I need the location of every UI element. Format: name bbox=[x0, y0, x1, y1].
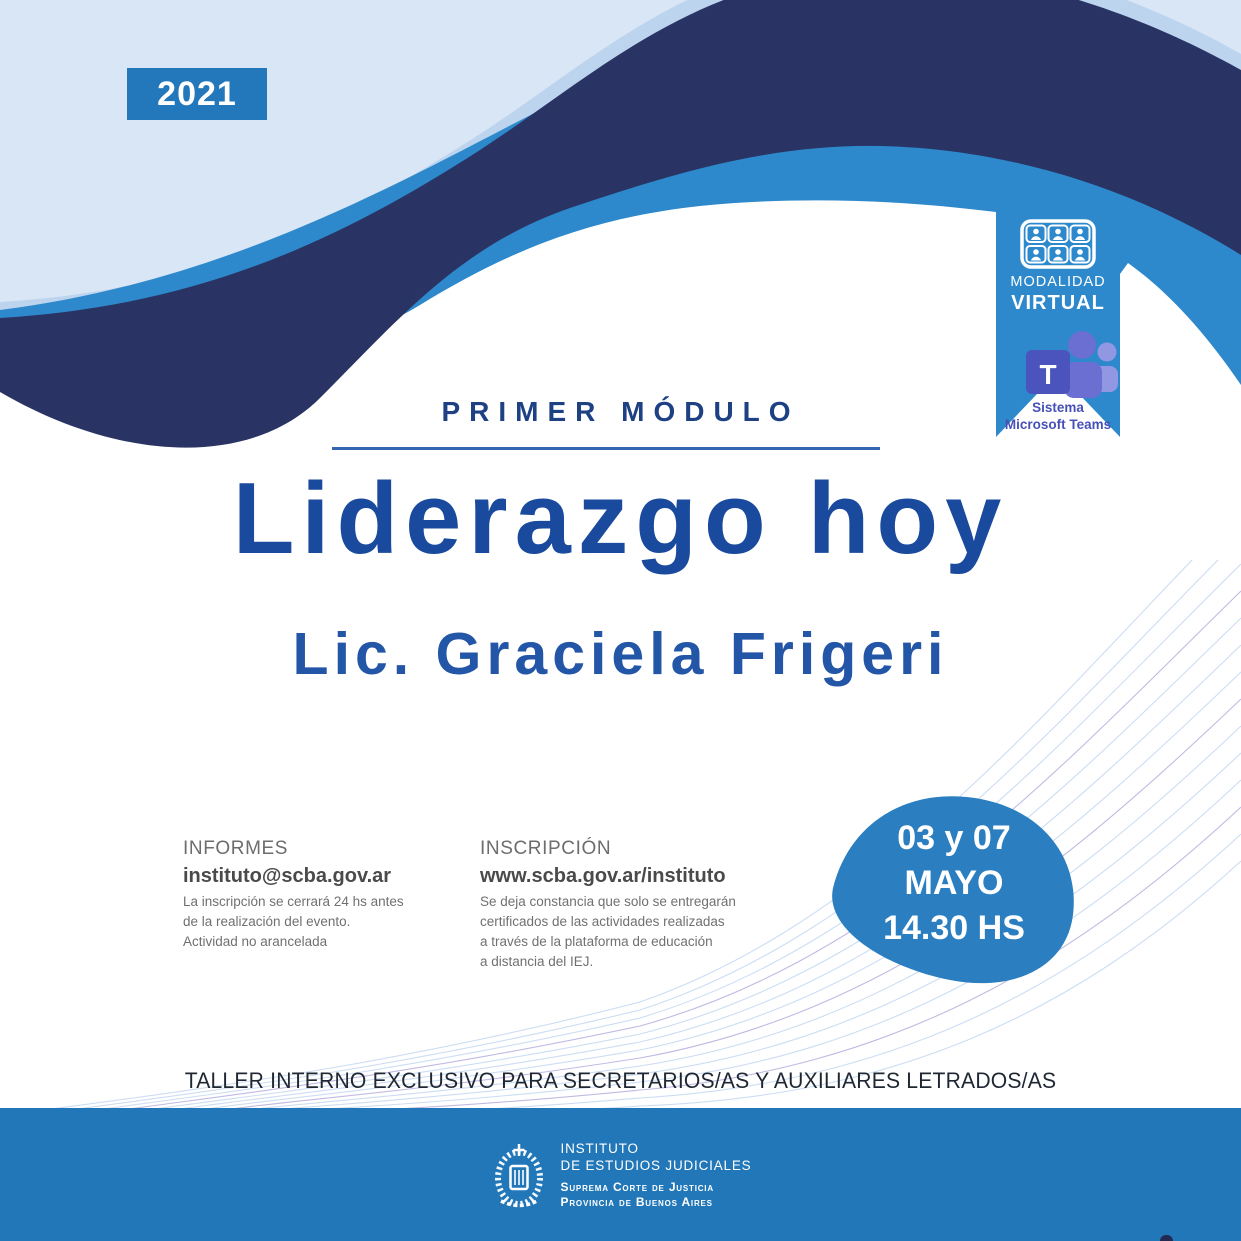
inscripcion-website: www.scba.gov.ar/instituto bbox=[480, 865, 726, 887]
year-badge bbox=[127, 68, 267, 120]
inscripcion-section bbox=[480, 838, 736, 972]
event-title: Liderazgo hoy bbox=[232, 463, 1009, 575]
footer-brand bbox=[490, 1139, 752, 1211]
informes-note-line: La inscripción se cerrará 24 hs antes bbox=[183, 894, 404, 909]
kicker-underline bbox=[332, 447, 880, 450]
year-badge-label: 2021 bbox=[157, 74, 237, 113]
inscripcion-note-line: certificados de las actividades realizadas bbox=[480, 914, 725, 929]
footer-org-line1: INSTITUTO bbox=[560, 1140, 639, 1156]
ribbon-virtual-label: VIRTUAL bbox=[1011, 292, 1105, 314]
informes-section bbox=[183, 838, 404, 952]
ribbon-modalidad-label: MODALIDAD bbox=[1010, 274, 1106, 290]
footer-org-line2: DE ESTUDIOS JUDICIALES bbox=[560, 1157, 752, 1173]
informes-email: instituto@scba.gov.ar bbox=[183, 865, 392, 887]
schedule-month: MAYO bbox=[904, 864, 1004, 902]
speaker-name: Lic. Graciela Frigeri bbox=[292, 621, 949, 687]
bottom-edge-glyph bbox=[1160, 1235, 1173, 1241]
footer-org-line3: Suprema Corte de Justicia bbox=[560, 1179, 714, 1194]
footer-text bbox=[561, 1140, 752, 1210]
judicial-crest-icon bbox=[490, 1139, 548, 1211]
schedule-time: 14.30 HS bbox=[883, 909, 1025, 947]
audience-notice: TALLER INTERNO EXCLUSIVO PARA SECRETARIOS/AS Y AUXILIARES LETRADOS/AS bbox=[184, 1068, 1057, 1093]
informes-note-line: de la realización del evento. bbox=[183, 914, 351, 929]
inscripcion-note-line: a través de la plataforma de educación bbox=[480, 934, 713, 949]
schedule-dates: 03 y 07 bbox=[897, 819, 1011, 857]
footer-bar bbox=[0, 1108, 1241, 1241]
informes-heading: INFORMES bbox=[183, 838, 289, 859]
teams-logo-letter: T bbox=[1039, 359, 1057, 390]
inscripcion-note-line: Se deja constancia que solo se entregarán bbox=[480, 894, 736, 909]
microsoft-teams-icon bbox=[1015, 330, 1135, 400]
inscripcion-heading: INSCRIPCIÓN bbox=[480, 838, 612, 859]
teams-caption-line2: Microsoft Teams bbox=[1004, 417, 1112, 432]
module-kicker: PRIMER MÓDULO bbox=[441, 396, 800, 427]
teams-caption-line1: Sistema bbox=[1032, 400, 1084, 415]
schedule-text bbox=[840, 816, 1068, 951]
informes-note-line: Actividad no arancelada bbox=[183, 934, 328, 949]
footer-org-line4: Provincia de Buenos Aires bbox=[560, 1194, 713, 1209]
inscripcion-note-line: a distancia del IEJ. bbox=[480, 954, 594, 969]
